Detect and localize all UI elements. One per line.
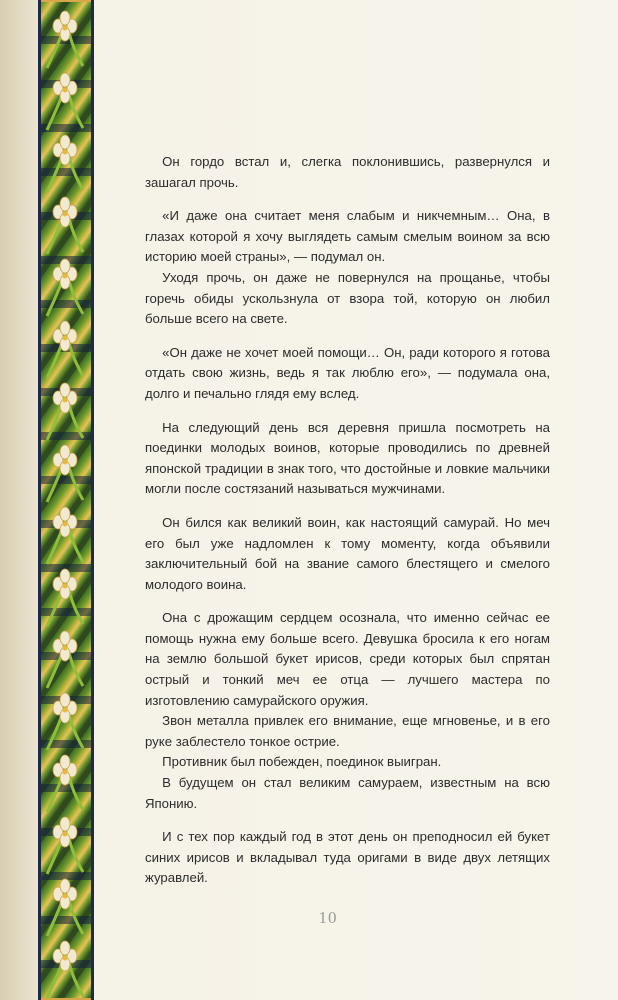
paragraph-spacer xyxy=(145,330,550,343)
paragraph-spacer xyxy=(145,405,550,418)
paragraph: В будущем он стал великим самураем, известным на всю Японию. xyxy=(145,775,550,811)
paragraph-spacer xyxy=(145,814,550,827)
paragraph: Он бился как великий воин, как настоящий самурай. Но меч его был уже надломлен к тому моменту, когда объявили заключительный бой на звание самого блестящего и смелого молодого воина. xyxy=(145,514,550,592)
paragraph-spacer xyxy=(145,500,550,513)
paragraph-spacer xyxy=(145,595,550,608)
page-number: 10 xyxy=(318,908,338,927)
paragraph: «Он даже не хочет моей помощи… Он, ради которого я готова отдать свою жизнь, ведь я так люблю его», — подумала она, долго и печально глядя ему вслед. xyxy=(145,344,550,401)
border-edge-right xyxy=(91,0,94,1000)
paragraph: Уходя прочь, он даже не повернулся на прощанье, чтобы горечь обиды ускользнула от взора той, которую он любил больше всего на свете. xyxy=(145,269,550,327)
paragraph: Он гордо встал и, слегка поклонившись, развернулся и зашагал прочь. xyxy=(145,154,550,190)
paragraph: Противник был побежден, поединок выигран. xyxy=(162,754,442,770)
paragraph: На следующий день вся деревня пришла посмотреть на поединки молодых воинов, которые проводились по древней японской традиции в знак того, что достойные и ловкие мальчики могли после состязаний называться мужчинами. xyxy=(145,419,550,497)
paragraph-spacer xyxy=(145,193,550,206)
paragraph: Звон металла привлек его внимание, еще мгновенье, и в его руке заблестело тонкое острие. xyxy=(145,713,550,749)
paragraph: Она с дрожащим сердцем осознала, что именно сейчас ее помощь нужна ему больше всего. Девушка бросила к его ногам на землю большой букет ирисов, среди которых был спрятан острый и тонкий меч ее отца — лучшего мастера по изготовлению самурайского оружия. xyxy=(145,610,550,708)
paragraph: И с тех пор каждый год в этот день он преподносил ей букет синих ирисов и вкладывал туда оригами в виде двух летящих журавлей. xyxy=(145,829,550,886)
story-text xyxy=(145,152,550,889)
border-edge-left xyxy=(38,0,41,1000)
paragraph: «И даже она считает меня слабым и никчемным… Она, в глазах которой я хочу выглядеть самым смелым воином за всю историю моей страны», — подумал он. xyxy=(145,208,550,265)
decorative-iris-border xyxy=(38,0,94,1000)
